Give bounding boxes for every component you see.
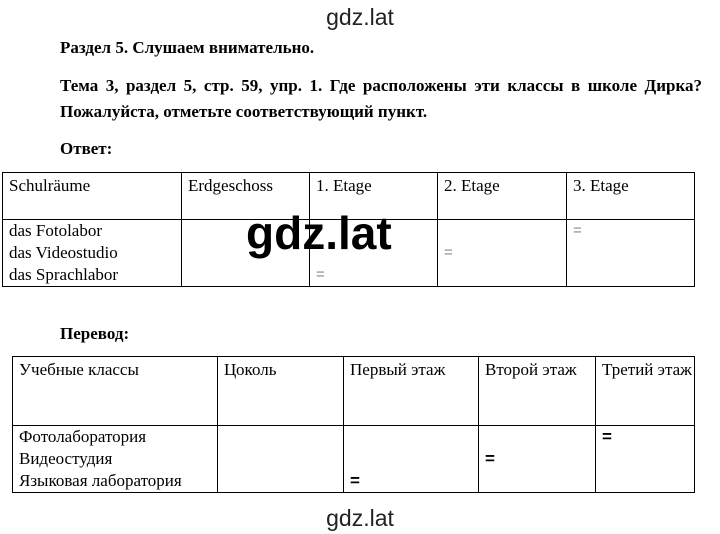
translation-label: Перевод: <box>60 324 130 343</box>
header-cell: Третий этаж <box>596 357 695 426</box>
header-cell: Цоколь <box>218 357 344 426</box>
room-name: Языковая лаборатория <box>19 471 182 490</box>
mark: = <box>485 449 495 468</box>
watermark-bottom: gdz.lat <box>326 505 394 531</box>
mark-cell <box>344 426 479 493</box>
mark-cell <box>567 220 695 287</box>
mark: = <box>573 222 582 239</box>
table-header-row <box>13 357 695 426</box>
header-cell: 2. Etage <box>438 173 567 220</box>
mark: = <box>444 244 453 261</box>
rooms-cell <box>13 426 218 493</box>
room-name: das Videostudio <box>9 243 118 262</box>
translation-table-russian <box>12 356 695 493</box>
header-cell: Schulräume <box>3 173 182 220</box>
room-name: Фотолаборатория <box>19 427 147 446</box>
header-cell: 3. Etage <box>567 173 695 220</box>
room-name: das Sprachlabor <box>9 265 119 284</box>
header-cell: 1. Etage <box>310 173 438 220</box>
mark: = <box>316 266 325 283</box>
mark: = <box>602 427 612 446</box>
watermark-top: gdz.lat <box>326 4 394 30</box>
table-row <box>13 426 695 493</box>
mark-cell <box>218 426 344 493</box>
answer-label: Ответ: <box>60 139 113 158</box>
watermark-center: gdz.lat <box>246 207 392 259</box>
task-text: Тема 3, раздел 5, стр. 59, упр. 1. Где расположены эти классы в школе Дирка? Пожалуйста, отметьте соответствующий пункт. <box>60 76 702 121</box>
header-cell: Учебные классы <box>13 357 218 426</box>
room-name: Видеостудия <box>19 449 113 468</box>
mark-cell <box>596 426 695 493</box>
mark-cell <box>479 426 596 493</box>
mark: = <box>350 471 360 490</box>
room-name: das Fotolabor <box>9 221 103 240</box>
rooms-cell <box>3 220 182 287</box>
header-cell: Второй этаж <box>479 357 596 426</box>
mark-cell <box>438 220 567 287</box>
header-cell: Первый этаж <box>344 357 479 426</box>
section-title: Раздел 5. Слушаем внимательно. <box>60 38 315 57</box>
header-cell: Erdgeschoss <box>182 173 310 220</box>
